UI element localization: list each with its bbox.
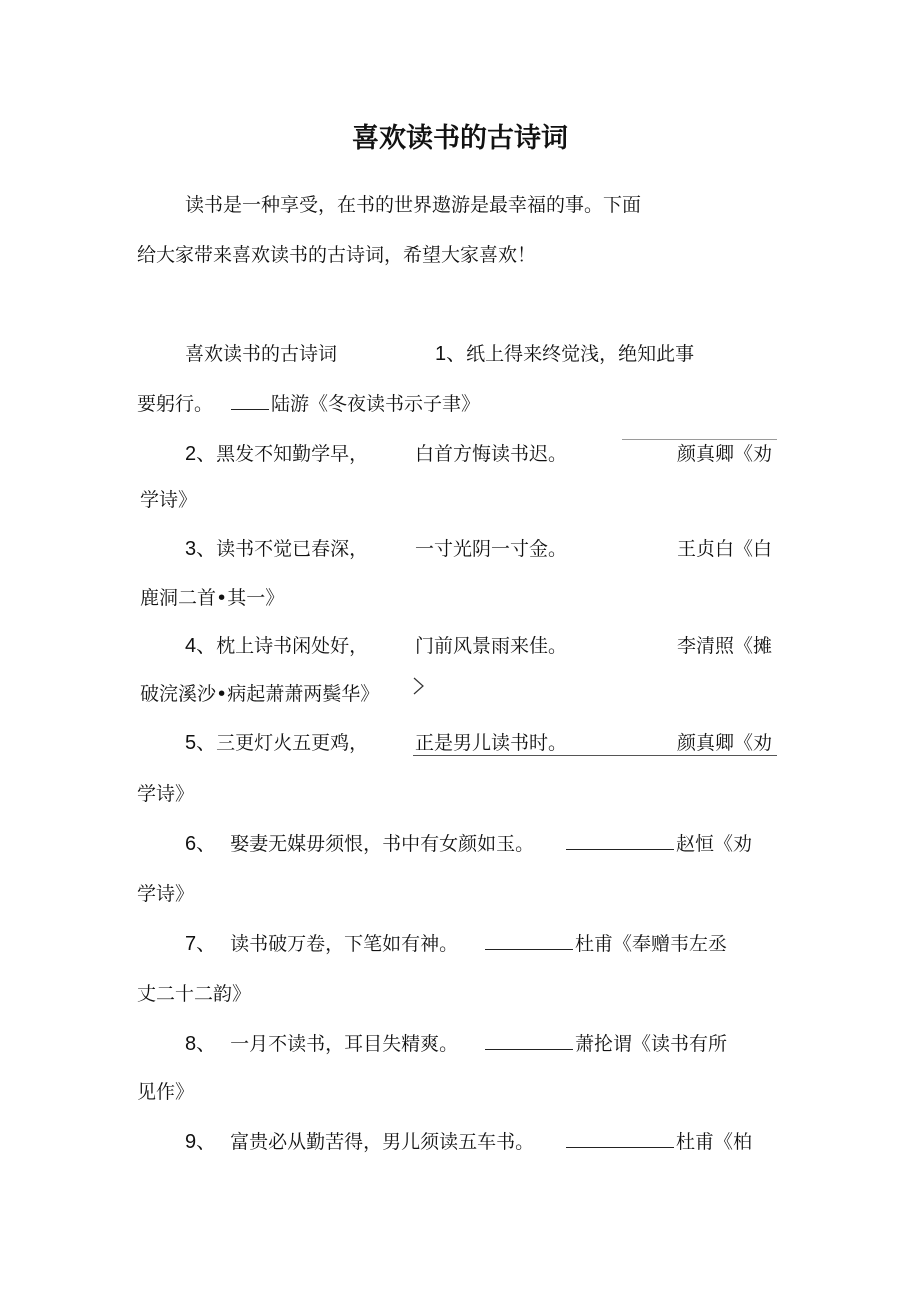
list-item-4-line-1 — [185, 634, 368, 658]
poem-line: 富贵必从勤苦得，男儿须读五车书。 — [230, 1131, 535, 1153]
intro-line-1: 读书是一种享受，在书的世界遨游是最幸福的事。下面 — [185, 194, 642, 216]
fill-blank — [566, 833, 674, 850]
poem-line: 读书不觉已春深， — [216, 538, 369, 560]
item-number: 4、 — [185, 635, 217, 657]
list-item-2-line-1 — [185, 442, 368, 466]
item-number: 5、 — [185, 732, 217, 754]
page-title: 喜欢读书的古诗词 — [352, 123, 568, 154]
list-item-5-source: 颜真卿《劝 — [677, 732, 773, 754]
poem-source: 萧抡谓《读书有所 — [575, 1033, 728, 1055]
item-number: 3、 — [185, 538, 217, 560]
item-number: 6、 — [185, 833, 217, 855]
list-item-6-line-2: 学诗》 — [137, 883, 195, 905]
list-item-2-source: 颜真卿《劝 — [677, 443, 773, 465]
list-item-4-line-2: 破浣溪沙•病起萧萧两鬓华》 — [140, 683, 380, 705]
poem-line: 枕上诗书闲处好， — [216, 635, 369, 657]
poem-source: 杜甫《奉赠韦左丞 — [575, 933, 728, 955]
section-heading: 喜欢读书的古诗词 — [185, 343, 338, 365]
chevron-right-icon — [412, 676, 426, 696]
poem-source: 杜甫《柏 — [676, 1131, 753, 1153]
fill-blank — [231, 393, 269, 410]
underline-rule — [413, 755, 777, 756]
fill-blank — [566, 1131, 674, 1148]
list-item-8-line-1 — [185, 1032, 458, 1056]
list-item-1-line-2 — [137, 392, 480, 416]
list-item-3-line-1b: 一寸光阴一寸金。 — [415, 538, 568, 560]
fill-blank — [485, 933, 573, 950]
list-item-3-line-1 — [185, 537, 368, 561]
list-item-3-source: 王贞白《白 — [677, 538, 773, 560]
item-number: 8、 — [185, 1033, 217, 1055]
item-number: 7、 — [185, 933, 217, 955]
item-number: 9、 — [185, 1131, 217, 1153]
poem-line: 要躬行。 — [137, 393, 214, 415]
poem-line: 黑发不知勤学早， — [216, 443, 369, 465]
list-item-4-line-1b: 门前风景雨来佳。 — [415, 635, 568, 657]
item-number: 2、 — [185, 443, 217, 465]
fill-blank — [485, 1033, 573, 1050]
divider-line — [622, 439, 777, 440]
item-number: 1、 — [435, 343, 467, 365]
list-item-7-source — [485, 932, 727, 956]
list-item-6-source — [566, 832, 752, 856]
list-item-8-line-2: 见作》 — [137, 1081, 195, 1103]
list-item-3-line-2: 鹿洞二首•其一》 — [140, 587, 285, 609]
list-item-5-line-1b: 正是男儿读书时。 — [415, 732, 568, 754]
poem-source: 陆游《冬夜读书示子聿》 — [271, 393, 481, 415]
list-item-6-line-1 — [185, 832, 534, 856]
poem-line: 娶妻无媒毋须恨，书中有女颜如玉。 — [230, 833, 535, 855]
list-item-9-source — [566, 1130, 752, 1154]
intro-line-2: 给大家带来喜欢读书的古诗词，希望大家喜欢！ — [137, 244, 537, 266]
list-item-2-line-1b: 白首方悔读书迟。 — [415, 443, 568, 465]
list-item-4-source: 李清照《摊 — [677, 635, 773, 657]
list-item-5-line-2: 学诗》 — [137, 783, 195, 805]
list-item-1-line-1 — [435, 342, 694, 366]
poem-line: 纸上得来终觉浅，绝知此事 — [466, 343, 695, 365]
list-item-5-line-1 — [185, 731, 368, 755]
poem-line: 读书破万卷，下笔如有神。 — [230, 933, 459, 955]
list-item-8-source — [485, 1032, 727, 1056]
list-item-2-line-2: 学诗》 — [140, 489, 198, 511]
poem-line: 一月不读书，耳目失精爽。 — [230, 1033, 459, 1055]
poem-source: 赵恒《劝 — [676, 833, 753, 855]
list-item-7-line-1 — [185, 932, 458, 956]
list-item-7-line-2: 丈二十二韵》 — [137, 983, 252, 1005]
list-item-9-line-1 — [185, 1130, 534, 1154]
poem-line: 三更灯火五更鸡， — [216, 732, 369, 754]
